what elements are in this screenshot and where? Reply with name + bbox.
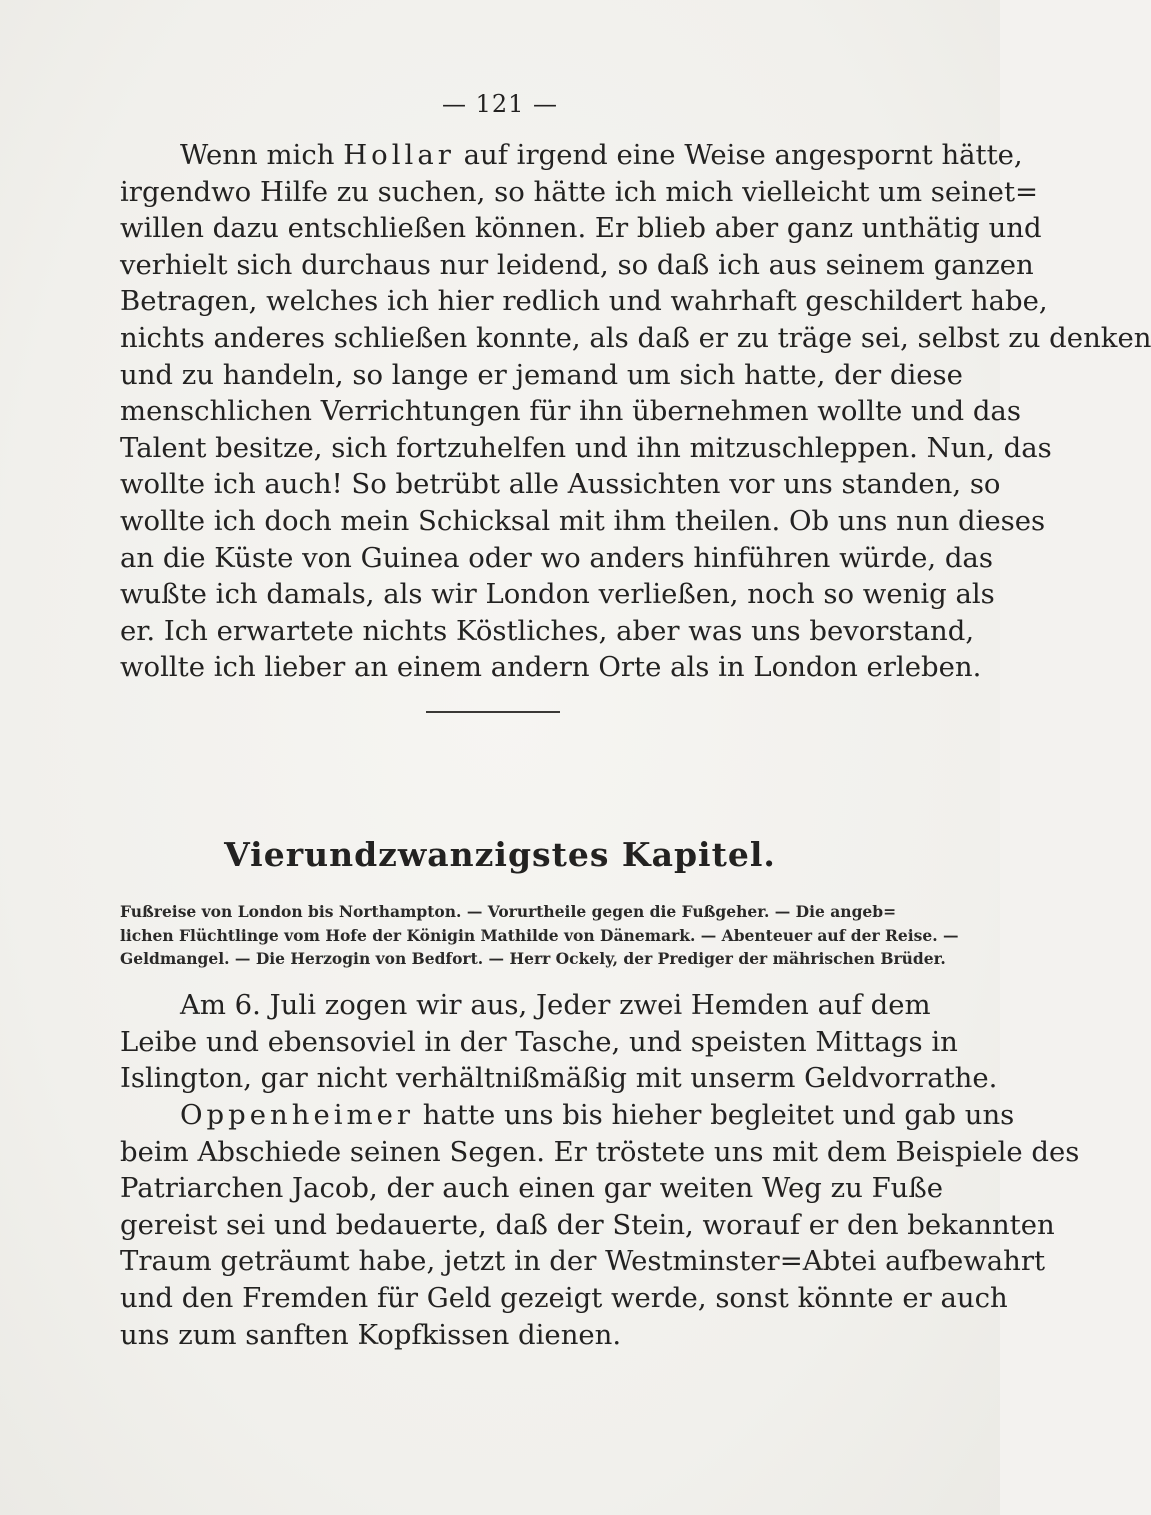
paragraph-3 [120,1097,1080,1353]
text-line: willen dazu entschließen können. Er blieb aber ganz unthätig und [120,212,1042,245]
text-line: wußte ich damals, als wir London verließen, noch so wenig als [120,578,995,611]
text-line: gereist sei und bedauerte, daß der Stein, worauf er den bekannten [120,1208,1055,1241]
summary-line: Fußreise von London bis Northampton. — Vorurtheile gegen die Fußgeher. — Die angeb= [120,902,897,921]
text-line: Talent besitze, sich fortzuhelfen und ihn mitzuschleppen. Nun, das [120,431,1052,464]
text-line: nichts anderes schließen konnte, als daß er zu träge sei, selbst zu denken [120,321,1151,354]
text-line: beim Abschiede seinen Segen. Er tröstete uns mit dem Beispiele des [120,1135,1080,1168]
spaced-name-hollar: Hollar [343,139,455,171]
text-line: Oppenheimer hatte uns bis hieher begleitet und gab uns [180,1099,1015,1131]
chapter-title: Vierundzwanzigstes Kapitel. [224,835,776,874]
text-line: an die Küste von Guinea oder wo anders hinführen würde, das [120,541,993,574]
text-line: Islington, gar nicht verhältnißmäßig mit unserm Geldvorrathe. [120,1062,998,1095]
text-line: Am 6. Juli zogen wir aus, Jeder zwei Hemden auf dem [180,989,931,1021]
text-line: wollte ich lieber an einem andern Orte als in London erleben. [120,651,982,684]
text-line: Traum geträumt habe, jetzt in der Westminster=Abtei aufbewahrt [120,1245,1046,1278]
page-number: — 121 — [441,90,559,118]
text-line: wollte ich auch! So betrübt alle Aussichten vor uns standen, so [120,468,1001,501]
text-line: Wenn mich Hollar auf irgend eine Weise angespornt hätte, [180,139,1023,171]
text-line: uns zum sanften Kopfkissen dienen. [120,1318,622,1351]
text-line: Patriarchen Jacob, der auch einen gar weiten Weg zu Fuße [120,1172,944,1205]
paragraph-2 [120,987,998,1097]
text-line: verhielt sich durchaus nur leidend, so daß ich aus seinem ganzen [120,248,1034,281]
paragraph-1 [120,137,1151,686]
summary-line: lichen Flüchtlinge vom Hofe der Königin Mathilde von Dänemark. — Abenteuer auf der Reise. — [120,925,959,945]
text-line: und zu handeln, so lange er jemand um sich hatte, der diese [120,358,963,391]
text-line: Leibe und ebensoviel in der Tasche, und speisten Mittags in [120,1025,958,1058]
text-line: irgendwo Hilfe zu suchen, so hätte ich mich vielleicht um seinet= [120,175,1039,208]
summary-line: Geldmangel. — Die Herzogin von Bedfort. — Herr Ockely, der Prediger der mährischen Brüder. [120,949,946,968]
chapter-summary [120,900,959,971]
text-line: und den Fremden für Geld gezeigt werde, sonst könnte er auch [120,1281,1008,1314]
spaced-name-oppenheimer: Oppenheimer [180,1099,415,1131]
text-line: er. Ich erwartete nichts Köstliches, aber was uns bevorstand, [120,614,975,647]
text-line: menschlichen Verrichtungen für ihn übernehmen wollte und das [120,395,1021,428]
text-line: wollte ich doch mein Schicksal mit ihm theilen. Ob uns nun dieses [120,504,1046,537]
section-divider [426,711,560,713]
text-line: Betragen, welches ich hier redlich und wahrhaft geschildert habe, [120,285,1048,318]
